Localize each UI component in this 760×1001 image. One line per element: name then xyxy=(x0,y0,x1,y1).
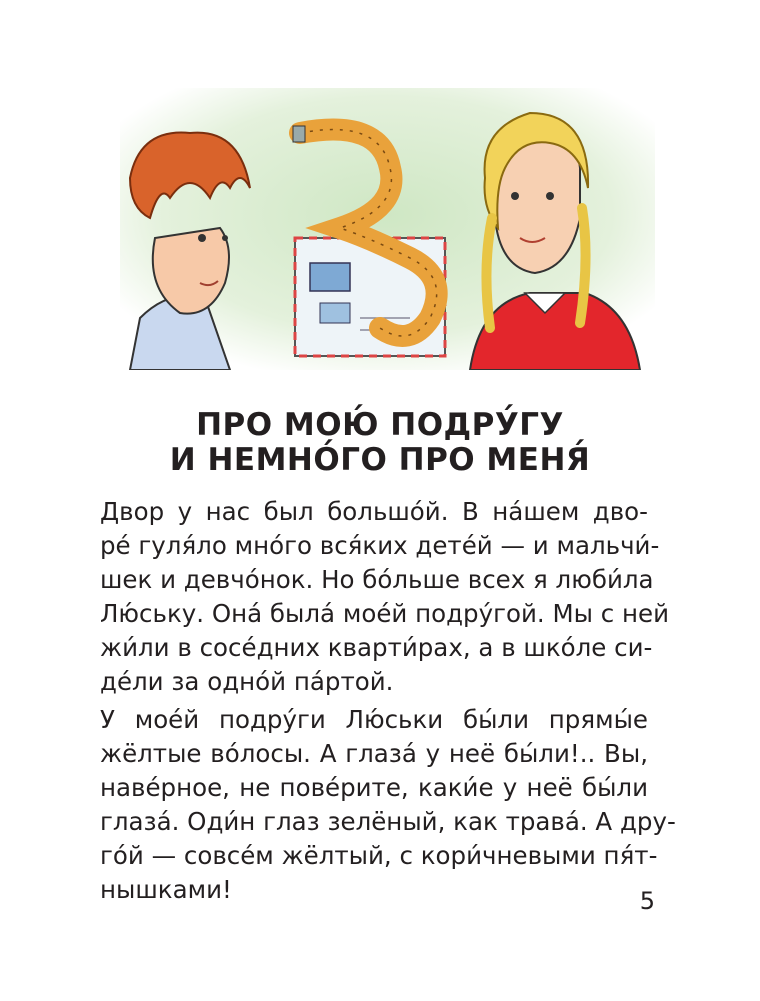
chapter-title xyxy=(0,408,760,478)
page-number: 5 xyxy=(639,887,655,915)
title-line-1: ПРО МОЮ́ ПОДРУ́ГУ xyxy=(196,407,564,443)
text-line: шек и девчо́нок. Но бо́льше всех я люби́ла xyxy=(100,565,654,594)
text-line: Лю́ську. Она́ была́ мое́й подру́гой. Мы с ней xyxy=(100,599,670,628)
text-line: де́ли за одно́й па́ртой. xyxy=(100,667,394,696)
text-line: У мое́й подру́ги Лю́ськи бы́ли прямы́е xyxy=(100,705,648,734)
text-line: го́й — совсе́м жёлтый, с кори́чневыми пя́т- xyxy=(100,841,658,870)
text-line: нышками! xyxy=(100,875,232,904)
illustration xyxy=(110,88,655,370)
text-line: глаза́. Оди́н глаз зелёный, как трава́. А дру- xyxy=(100,807,676,836)
text-line: Двор у нас был большо́й. В на́шем дво- xyxy=(100,497,648,526)
body-text xyxy=(100,495,676,907)
text-line: ре́ гуля́ло мно́го вся́ких дете́й — и мальчи́- xyxy=(100,531,660,560)
text-line: наве́рное, не пове́рите, каки́е у неё бы́ли xyxy=(100,773,648,802)
paragraph-1 xyxy=(100,495,670,699)
text-line: жи́ли в сосе́дних кварти́рах, а в шко́ле си- xyxy=(100,633,653,662)
title-line-2: И НЕМНО́ГО ПРО МЕНЯ́ xyxy=(169,442,591,478)
text-line: жёлтые во́лосы. А глаза́ у неё бы́ли!.. Вы, xyxy=(100,739,648,768)
paragraph-2 xyxy=(100,703,676,907)
